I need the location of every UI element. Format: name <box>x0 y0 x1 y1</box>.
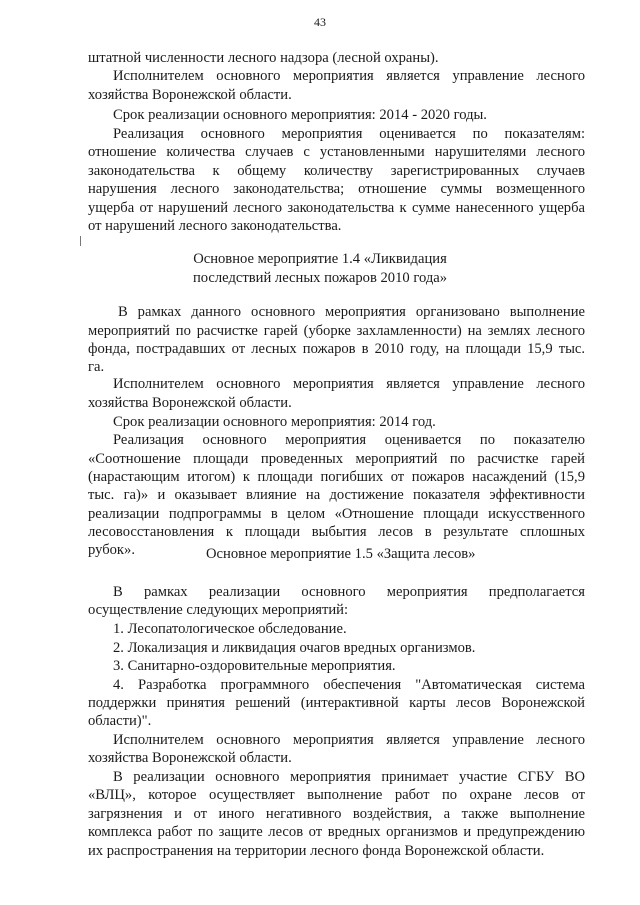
text-line: Исполнителем основного мероприятия является управление лесного <box>113 68 585 84</box>
text-line: мероприятий по расчистке гарей (уборке захламленности) на землях лесного <box>88 323 585 339</box>
text-line: тыс. га)» и оказывает влияние на достижение показателя эффективности <box>88 487 585 503</box>
text-line: Исполнителем основного мероприятия является управление лесного <box>113 732 585 748</box>
text-line: В рамках данного основного мероприятия организовано выполнение <box>118 304 585 320</box>
list-item: 1. Лесопатологическое обследование. <box>113 621 347 637</box>
text-line: га. <box>88 359 105 375</box>
text-line: «Соотношение площади проведенных мероприятий по расчистке гарей <box>88 451 585 467</box>
text-line: «ВЛЦ», которое осуществляет выполнение работ по охране лесов от <box>88 787 585 803</box>
section-heading: Основное мероприятие 1.5 «Защита лесов» <box>206 546 476 562</box>
text-line: их распространения на территории лесного фонда Воронежской области. <box>88 843 545 859</box>
text-line: от нарушений лесного законодательства. <box>88 218 342 234</box>
text-line: реализации подпрограммы в целом «Отношение площади искусственного <box>88 506 585 522</box>
text-line: фонда, пострадавших от лесных пожаров в 2010 году, на площади 15,9 тыс. <box>88 341 585 357</box>
scan-mark <box>80 236 84 246</box>
text-line: (нарастающим итогом) к площади погибших от пожаров насаждений (15,9 <box>88 469 585 485</box>
page-number: 43 <box>314 15 326 29</box>
text-line: лесовосстановления к площади выбытия лесов в результате сплошных <box>88 524 585 540</box>
text-line: хозяйства Воронежской области. <box>88 750 292 766</box>
text-line: рубок». <box>88 542 135 558</box>
text-line: В рамках реализации основного мероприятия предполагается <box>113 584 585 600</box>
text-line: отношение количества случаев с установленными нарушителями лесного <box>88 144 585 160</box>
text-line: В реализации основного мероприятия принимает участие СГБУ ВО <box>113 769 585 785</box>
text-line: загрязнения и от иного негативного воздействия, а также выполнение <box>88 806 585 822</box>
text-line: нарушения лесного законодательства; отношение суммы возмещенного <box>88 181 585 197</box>
section-heading: Основное мероприятие 1.4 «Ликвидация <box>193 251 447 267</box>
text-line: ущерба от нарушений лесного законодательства к сумме нанесенного ущерба <box>88 200 585 216</box>
text-line: хозяйства Воронежской области. <box>88 87 292 103</box>
text-line: Реализация основного мероприятия оценивается по показателям: <box>113 126 585 142</box>
text-line: поддержки принятия решений (интерактивной карты лесов Воронежской <box>88 695 585 711</box>
text-line: законодательства к общему количеству зарегистрированных случаев <box>88 163 585 179</box>
text-line: Реализация основного мероприятия оценивается по показателю <box>113 432 585 448</box>
text-line: штатной численности лесного надзора (лесной охраны). <box>88 50 439 66</box>
text-line: Срок реализации основного мероприятия: 2014 - 2020 годы. <box>113 107 487 123</box>
text-line: Исполнителем основного мероприятия является управление лесного <box>113 376 585 392</box>
section-heading: последствий лесных пожаров 2010 года» <box>192 270 448 286</box>
list-item: 4. Разработка программного обеспечения "Автоматическая система <box>113 677 585 693</box>
text-line: хозяйства Воронежской области. <box>88 395 292 411</box>
list-item: 3. Санитарно-оздоровительные мероприятия. <box>113 658 396 674</box>
text-line: области)". <box>88 713 152 729</box>
text-line: Срок реализации основного мероприятия: 2014 год. <box>113 414 436 430</box>
text-line: комплекса работ по защите лесов от вредных организмов и предупреждению <box>88 824 585 840</box>
text-line: осуществление следующих мероприятий: <box>88 602 349 618</box>
list-item: 2. Локализация и ликвидация очагов вредных организмов. <box>113 640 476 656</box>
